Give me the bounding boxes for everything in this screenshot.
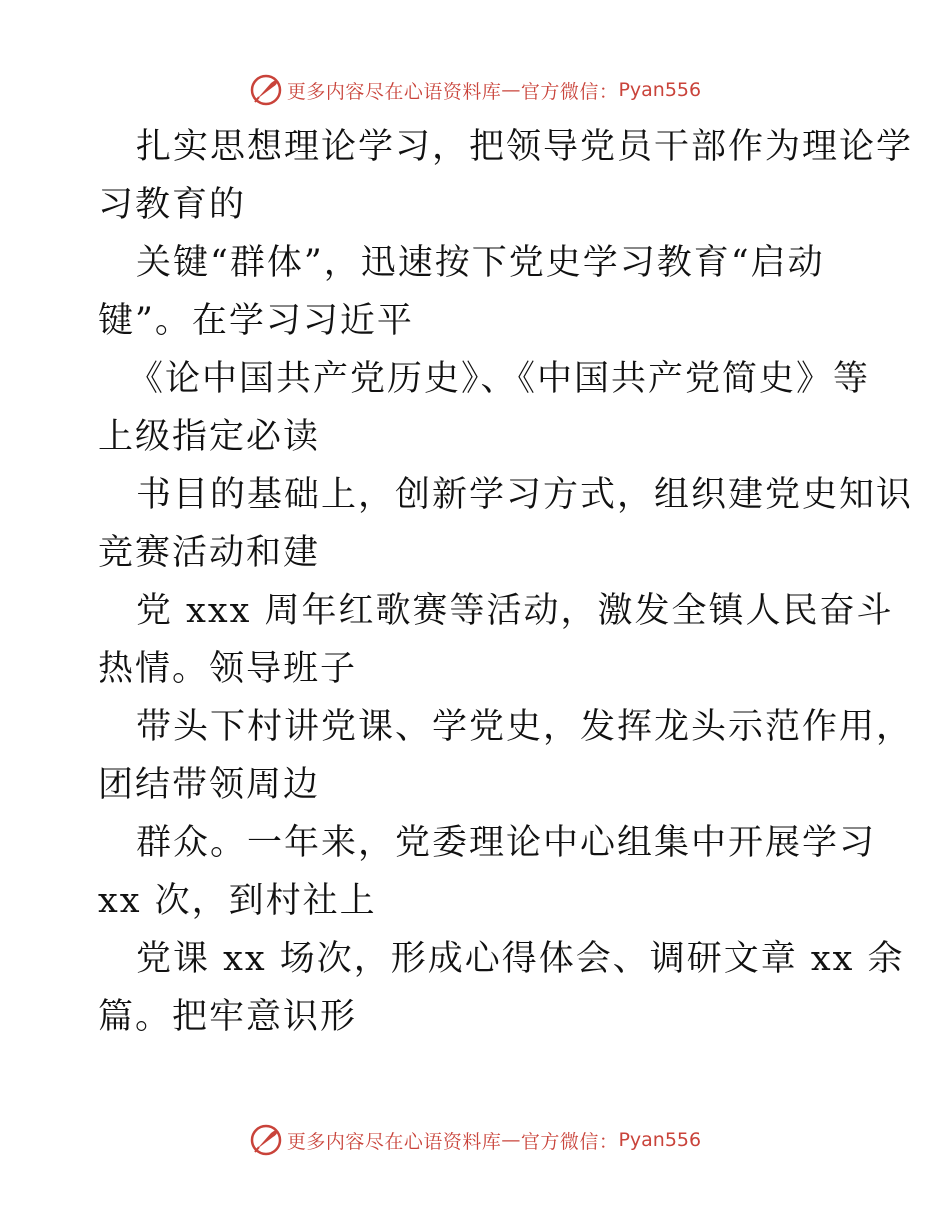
paragraph-line: 带头下村讲党课、学党史，发挥龙头示范作用， — [136, 707, 914, 747]
paragraph-line: 习教育的 — [98, 185, 247, 225]
paragraph-line: 《论中国共产党历史》、《中国共产党简史》等 — [128, 359, 871, 399]
watermark-separator: — — [501, 79, 521, 101]
watermark-contact-label: 官方微信： — [520, 1130, 619, 1153]
paragraph-line: 党 xxx 周年红歌赛等活动，激发全镇人民奋斗 — [136, 591, 894, 631]
paragraph-line: 上级指定必读 — [98, 417, 321, 457]
watermark-separator: — — [501, 1129, 521, 1151]
document-body — [98, 118, 914, 1046]
paragraph-line: 书目的基础上，创新学习方式，组织建党史知识 — [136, 475, 914, 515]
watermark-site-text: 更多内容尽在心语资料库 — [286, 1130, 502, 1153]
watermark-contact-label: 官方微信： — [520, 80, 619, 103]
paragraph-line: 团结带领周边 — [98, 765, 321, 805]
paragraph-line: 关键“群体”，迅速按下党史学习教育“启动 — [136, 243, 825, 283]
quill-pen-icon — [249, 73, 283, 107]
paragraph-line: xx 次，到村社上 — [98, 881, 377, 921]
paragraph-line: 竞赛活动和建 — [98, 533, 321, 573]
quill-pen-icon — [249, 1123, 283, 1157]
watermark-site-text: 更多内容尽在心语资料库 — [286, 80, 502, 103]
paragraph-line: 热情。领导班子 — [98, 649, 358, 689]
footer-watermark — [0, 1120, 950, 1160]
paragraph-line: 键”。在学习习近平 — [98, 301, 414, 341]
paragraph-line: 扎实思想理论学习，把领导党员干部作为理论学 — [136, 127, 914, 167]
watermark-contact-handle: Pyan556 — [618, 79, 702, 101]
paragraph-line: 篇。把牢意识形 — [98, 997, 358, 1037]
watermark-contact-handle: Pyan556 — [618, 1129, 702, 1151]
header-watermark — [0, 70, 950, 110]
paragraph-line: 党课 xx 场次，形成心得体会、调研文章 xx 余 — [136, 939, 905, 979]
paragraph-line: 群众。一年来，党委理论中心组集中开展学习 — [136, 823, 877, 863]
